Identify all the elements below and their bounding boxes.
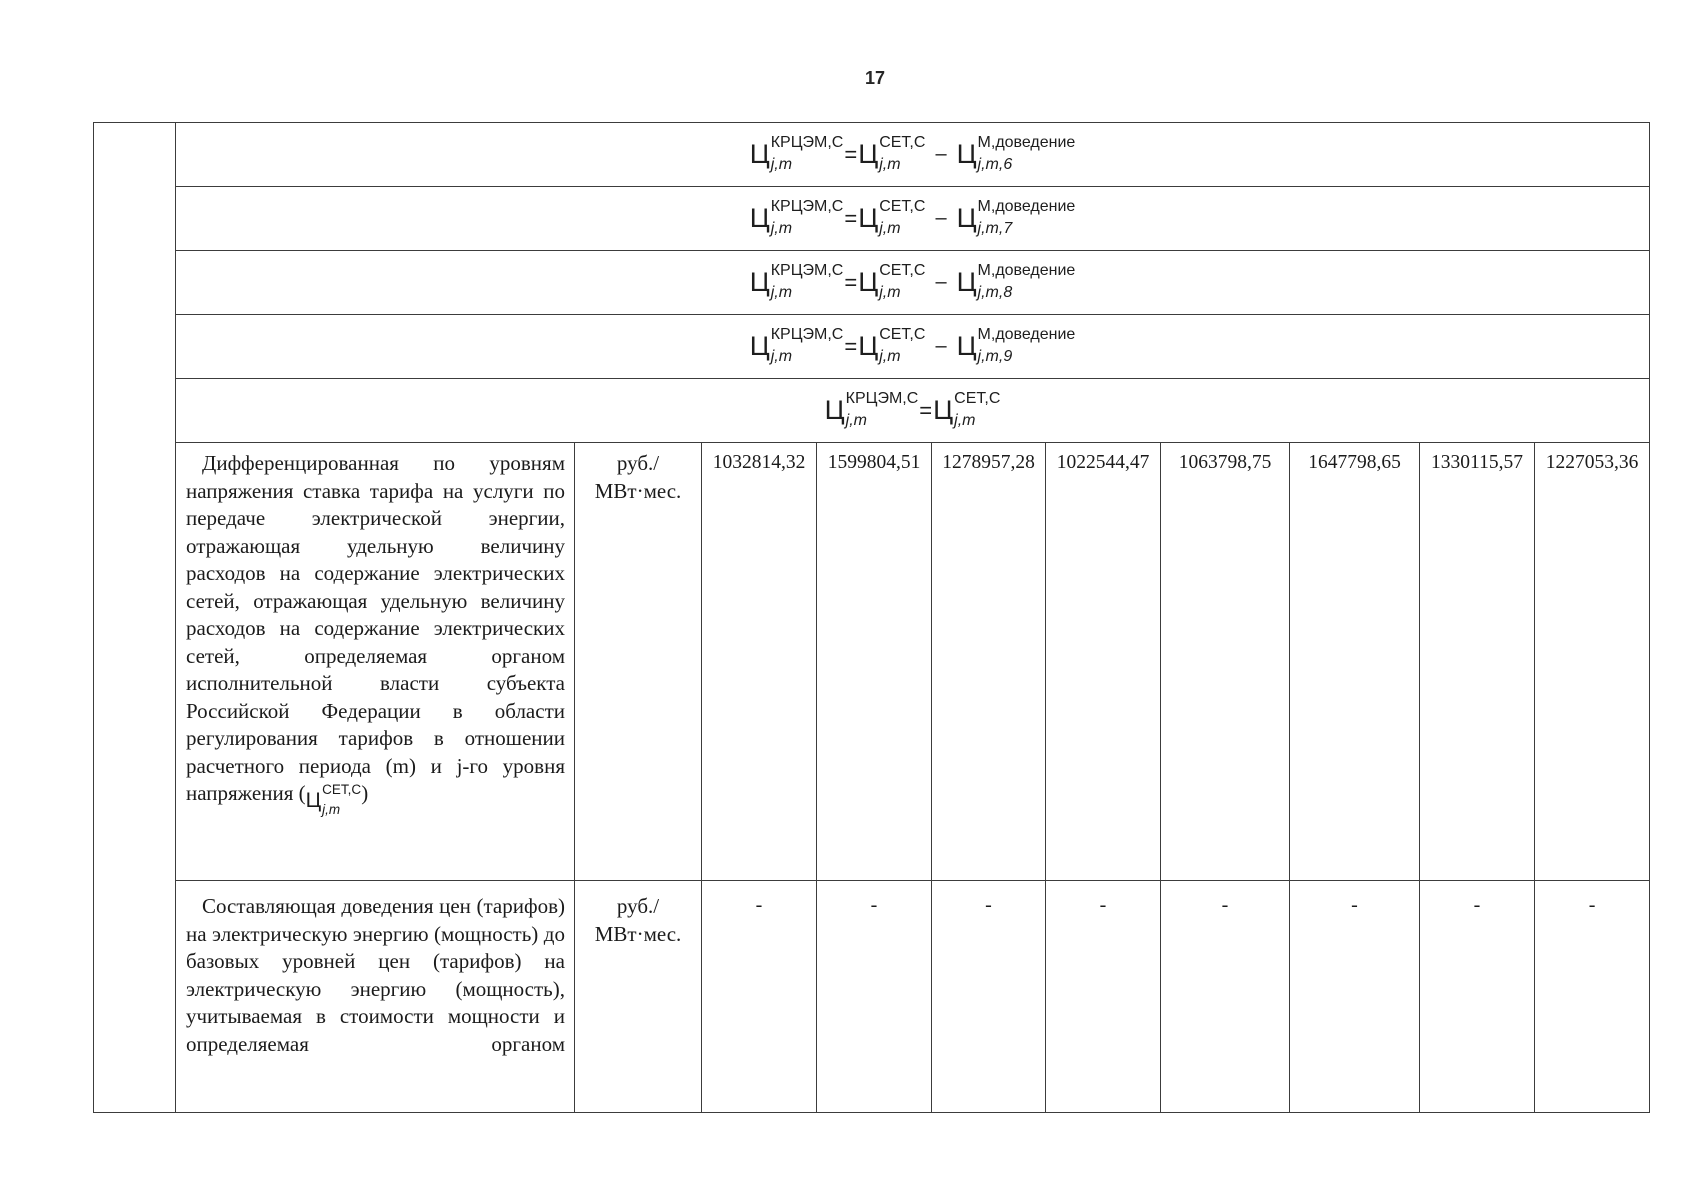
formula-equals: = — [844, 141, 858, 167]
formula-scripts — [322, 782, 362, 817]
formula-superscript: М,доведение — [977, 197, 1076, 215]
formula — [749, 325, 1076, 365]
formula-subscript: j,m,9 — [977, 347, 1013, 365]
formula-base-symbol: Ц — [824, 395, 845, 425]
formula — [824, 389, 1001, 429]
formula-superscript: КРЦЭМ,С — [845, 389, 919, 407]
formula-base-symbol: Ц — [956, 331, 977, 361]
price-adjustment-component-row — [94, 881, 1650, 1113]
formula-cell — [176, 187, 1650, 251]
formula-row — [94, 251, 1650, 315]
value-cell: 1278957,28 — [932, 443, 1046, 881]
unit-text — [575, 443, 701, 505]
formula-subscript: j,m,7 — [977, 219, 1013, 237]
inline-formula — [305, 782, 362, 817]
formula-superscript: КРЦЭМ,С — [770, 197, 844, 215]
formula-equals: = — [844, 269, 858, 295]
unit-line-2: МВт·мес. — [594, 921, 682, 946]
formula-scripts — [879, 133, 926, 173]
formula-scripts — [977, 133, 1076, 173]
unit-line-1: руб./ — [616, 451, 660, 475]
formula-base-symbol: Ц — [858, 267, 879, 297]
formula-superscript: КРЦЭМ,С — [770, 133, 844, 151]
formula-scripts — [770, 325, 844, 365]
formula-term-subtrahend — [956, 261, 1076, 301]
formula-subscript: j,m,6 — [977, 155, 1013, 173]
formula-term-lhs — [749, 325, 844, 365]
formula-superscript: СЕТ,С — [879, 133, 926, 151]
formula-subscript: j,m — [770, 283, 793, 301]
formula-base-symbol: Ц — [749, 139, 770, 169]
formula-minus: – — [935, 335, 947, 357]
formula-base-symbol: Ц — [749, 267, 770, 297]
formula-term-lhs — [749, 261, 844, 301]
formula-row — [94, 187, 1650, 251]
formula-scripts — [977, 261, 1076, 301]
tariff-table — [93, 122, 1650, 1113]
formula-base-symbol: Ц — [956, 203, 977, 233]
formula-scripts — [977, 197, 1076, 237]
formula-scripts — [879, 197, 926, 237]
formula-term-rhs — [858, 197, 926, 237]
formula-term-rhs — [858, 133, 926, 173]
formula-superscript: М,доведение — [977, 325, 1076, 343]
tariff-rate-row — [94, 443, 1650, 881]
formula-term-rhs — [933, 389, 1001, 429]
value-cell: 1330115,57 — [1420, 443, 1535, 881]
formula-subscript: j,m — [954, 411, 976, 429]
formula-superscript: СЕТ,С — [879, 325, 926, 343]
formula-subscript: j,m — [770, 347, 793, 365]
formula-cell — [176, 123, 1650, 187]
formula-scripts — [770, 261, 844, 301]
formula-subscript: j,m — [879, 347, 901, 365]
formula-cell — [176, 251, 1650, 315]
formula-scripts — [770, 197, 844, 237]
formula-base-symbol: Ц — [858, 331, 879, 361]
value-cell: 1063798,75 — [1161, 443, 1290, 881]
formula-minus: – — [935, 207, 947, 229]
formula-base-symbol: Ц — [933, 395, 954, 425]
value-cell: - — [932, 881, 1046, 1113]
formula-term-subtrahend — [956, 325, 1076, 365]
value-cell: - — [1046, 881, 1161, 1113]
formula-term-lhs — [749, 197, 844, 237]
formula-subscript: j,m — [879, 219, 901, 237]
value-cell: 1227053,36 — [1535, 443, 1650, 881]
blank-left-column — [94, 123, 176, 1113]
value-cell: - — [1535, 881, 1650, 1113]
formula-minus: – — [935, 271, 947, 293]
formula-term-subtrahend — [956, 197, 1076, 237]
formula-term-rhs — [858, 325, 926, 365]
value-cell: 1022544,47 — [1046, 443, 1161, 881]
value-cell: - — [702, 881, 817, 1113]
formula-superscript: КРЦЭМ,С — [770, 325, 844, 343]
formula-superscript: М,доведение — [977, 133, 1076, 151]
formula-base-symbol: Ц — [858, 139, 879, 169]
row-description: Составляющая доведения цен (тарифов) на электрическую энергию (мощность) до базовых уровней цен (тарифов) на электрическую энергию (мощность), учитываемая в стоимости мощности и определяемая органом — [186, 894, 565, 1056]
unit-cell — [575, 443, 702, 881]
formula — [749, 261, 1076, 301]
value-cell: - — [817, 881, 932, 1113]
value-cell: - — [1290, 881, 1420, 1113]
formula-equals: = — [919, 397, 933, 423]
formula-subscript: j,m — [879, 155, 901, 173]
unit-text — [575, 881, 701, 948]
value-cell: - — [1420, 881, 1535, 1113]
value-cell: 1599804,51 — [817, 443, 932, 881]
formula-scripts — [845, 389, 919, 429]
description-close-paren: ) — [361, 781, 369, 805]
formula-row-final — [94, 379, 1650, 443]
unit-line-2: МВт·мес. — [594, 478, 682, 503]
formula-base-symbol: Ц — [749, 331, 770, 361]
formula-row — [94, 315, 1650, 379]
formula-scripts — [977, 325, 1076, 365]
formula-subscript: j,m — [845, 411, 867, 429]
formula-superscript: М,доведение — [977, 261, 1076, 279]
formula-scripts — [879, 261, 926, 301]
formula-subscript: j,m — [770, 155, 793, 173]
value-cell: 1647798,65 — [1290, 443, 1420, 881]
formula-superscript: СЕТ,С — [322, 782, 362, 798]
formula-equals: = — [844, 333, 858, 359]
formula-scripts — [770, 133, 844, 173]
description-cell — [176, 881, 575, 1113]
formula-superscript: СЕТ,С — [879, 261, 926, 279]
description-cell — [176, 443, 575, 881]
formula-superscript: СЕТ,С — [954, 389, 1001, 407]
formula-base-symbol: Ц — [858, 203, 879, 233]
formula-superscript: КРЦЭМ,С — [770, 261, 844, 279]
description-text: Дифференцированная по уровням напряжения ставка тарифа на услуги по передаче электрической энергии, отражающая удельную величину расходов на содержание электрических сетей, отражающая удельную величину расходов на содержание электрических сетей, определяемая органом исполнительной власти субъекта Российской Федерации в области регулирования тарифов в отношении расчетного периода (m) и j-го уровня напряжения ( — [186, 451, 565, 805]
formula-subscript: j,m — [879, 283, 901, 301]
formula-superscript: СЕТ,С — [879, 197, 926, 215]
formula-cell — [176, 315, 1650, 379]
formula-subscript: j,m — [770, 219, 793, 237]
formula-base-symbol: Ц — [956, 267, 977, 297]
formula-term-lhs — [749, 133, 844, 173]
formula-scripts — [879, 325, 926, 365]
formula — [749, 133, 1076, 173]
formula-base-symbol: Ц — [749, 203, 770, 233]
unit-line-1: руб./ — [616, 894, 660, 918]
formula-base-symbol: Ц — [956, 139, 977, 169]
unit-cell — [575, 881, 702, 1113]
formula-scripts — [954, 389, 1001, 429]
formula-term-lhs — [824, 389, 919, 429]
formula-subscript: j,m — [322, 801, 341, 817]
formula-cell — [176, 379, 1650, 443]
formula-subscript: j,m,8 — [977, 283, 1013, 301]
formula — [749, 197, 1076, 237]
formula-term-rhs — [858, 261, 926, 301]
row-description — [176, 443, 574, 815]
value-cell: 1032814,32 — [702, 443, 817, 881]
formula-base-symbol: Ц — [305, 789, 322, 812]
formula-row — [94, 123, 1650, 187]
page-number: 17 — [864, 68, 886, 88]
value-cell: - — [1161, 881, 1290, 1113]
formula-equals: = — [844, 205, 858, 231]
formula-term-subtrahend — [956, 133, 1076, 173]
formula-minus: – — [935, 143, 947, 165]
